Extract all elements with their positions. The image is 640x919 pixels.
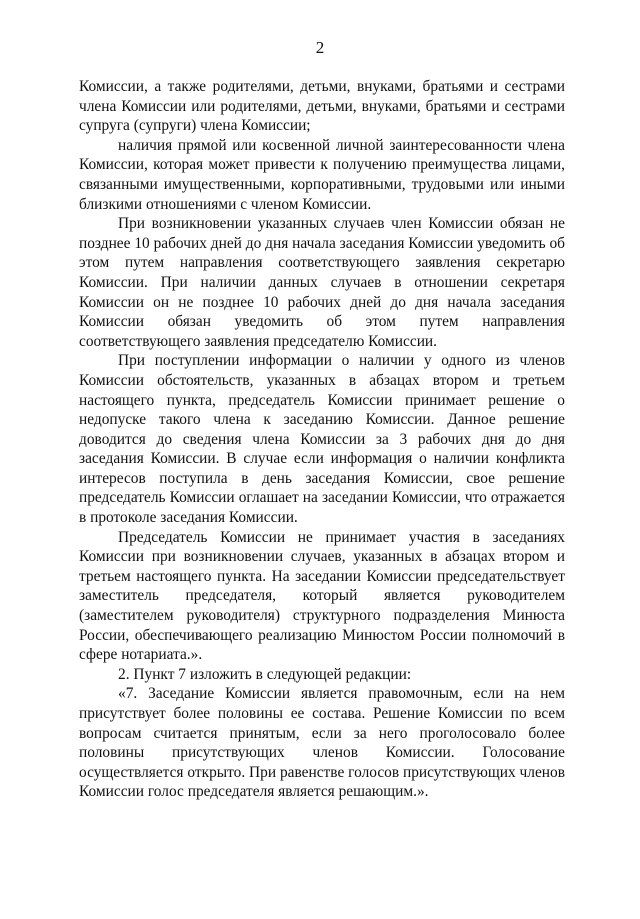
- paragraph-item-7: «7. Заседание Комиссии является правомочным, если на нем присутствует более половины ее состава. Решение Комиссии по всем вопросам считается принятым, если за него проголосовало более половины присутствующих членов Комиссии. Голосование осуществляется открыто. При равенстве голосов присутствующих членов Комиссии голос председателя является решающим.».: [79, 685, 565, 801]
- paragraph-continuation: Комиссии, а также родителями, детьми, внуками, братьями и сестрами члена Комиссии или родителями, детьми, внуками, братьями и сестрами супруга (супруги) члена Комиссии;: [79, 78, 565, 135]
- document-body: [79, 77, 565, 802]
- paragraph-chair-decision: При поступлении информации о наличии у одного из членов Комиссии обстоятельств, указанных в абзацах втором и третьем настоящего пункта, председатель Комиссии принимает решение о недопуске такого члена к заседанию Комиссии. Данное решение доводится до сведения члена Комиссии за 3 рабочих дня до дня заседания Комиссии. В случае если информация о наличии конфликта интересов поступила в день заседания Комиссии, свое решение председатель Комиссии оглашает на заседании Комиссии, что отражается в протоколе заседания Комиссии.: [79, 352, 565, 527]
- paragraph-notification: При возникновении указанных случаев член Комиссии обязан не позднее 10 рабочих дней до дня начала заседания Комиссии уведомить об этом путем направления соответствующего заявления секретарю Комиссии. При наличии данных случаев в отношении секретаря Комиссии он не позднее 10 рабочих дней до дня начала заседания Комиссии обязан уведомить об этом путем направления соответствующего заявления председателю Комиссии.: [79, 215, 565, 350]
- page-number: 2: [315, 38, 325, 57]
- paragraph-interest: наличия прямой или косвенной личной заинтересованности члена Комиссии, которая может привести к получению преимущества лицами, связанными имущественными, корпоративными, трудовыми или иными близкими отношениями с членом Комиссии.: [79, 136, 565, 213]
- paragraph-item-2: 2. Пункт 7 изложить в следующей редакции:: [118, 665, 412, 683]
- paragraph-chair-recusal: Председатель Комиссии не принимает участия в заседаниях Комиссии при возникновении случаев, указанных в абзацах втором и третьем настоящего пункта. На заседании Комиссии председательствует заместитель председателя, который является руководителем (заместителем руководителя) структурного подразделения Минюста России, обеспечивающего реализацию Минюстом России полномочий в сфере нотариата.».: [79, 528, 565, 664]
